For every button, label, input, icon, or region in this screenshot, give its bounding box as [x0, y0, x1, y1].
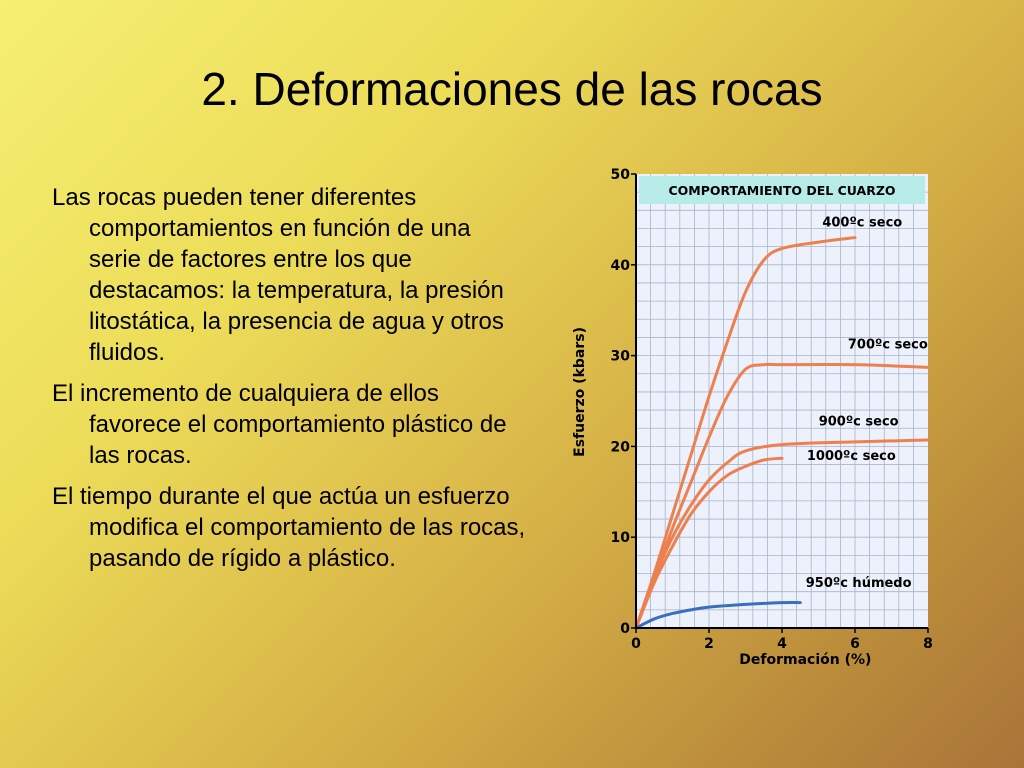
x-tick-label: 0 — [631, 636, 641, 652]
series-label: 950ºc húmedo — [805, 576, 912, 592]
paragraph-1: Las rocas pueden tener diferentes comportamientos en función de una serie de factores entre los que destacamos: la temperatura, la presión litostática, la presencia de agua y otros fluidos. — [52, 184, 504, 366]
y-tick-label: 10 — [610, 530, 630, 547]
y-tick-label: 0 — [620, 621, 630, 637]
x-axis-label: Deformación (%) — [739, 652, 872, 668]
y-tick-label: 50 — [610, 167, 630, 183]
grid — [636, 174, 928, 628]
series-label: 700ºc seco — [847, 337, 928, 353]
chart-title: COMPORTAMIENTO DEL CUARZO — [668, 183, 896, 198]
series-label: 1000ºc seco — [806, 449, 896, 465]
y-tick-label: 30 — [610, 348, 630, 365]
chart-svg — [560, 158, 945, 678]
x-tick-label: 4 — [777, 636, 787, 652]
body-text — [52, 182, 527, 584]
y-axis-label: Esfuerzo (kbars) — [572, 327, 588, 457]
x-tick-label: 2 — [704, 636, 714, 652]
y-tick-label: 20 — [610, 439, 630, 456]
paragraph-3: El tiempo durante el que actúa un esfuerzo modifica el comportamiento de las rocas, pasando de rígido a plástico. — [52, 483, 526, 572]
slide-title: 2. Deformaciones de las rocas — [201, 63, 823, 115]
series-label: 900ºc seco — [818, 414, 899, 430]
paragraph-2: El incremento de cualquiera de ellos favorece el comportamiento plástico de las rocas. — [52, 380, 507, 469]
x-tick-label: 8 — [923, 636, 933, 652]
y-tick-label: 40 — [610, 257, 630, 274]
quartz-chart — [560, 158, 945, 678]
series-label: 400ºc seco — [822, 215, 903, 231]
x-tick-label: 6 — [850, 636, 860, 652]
